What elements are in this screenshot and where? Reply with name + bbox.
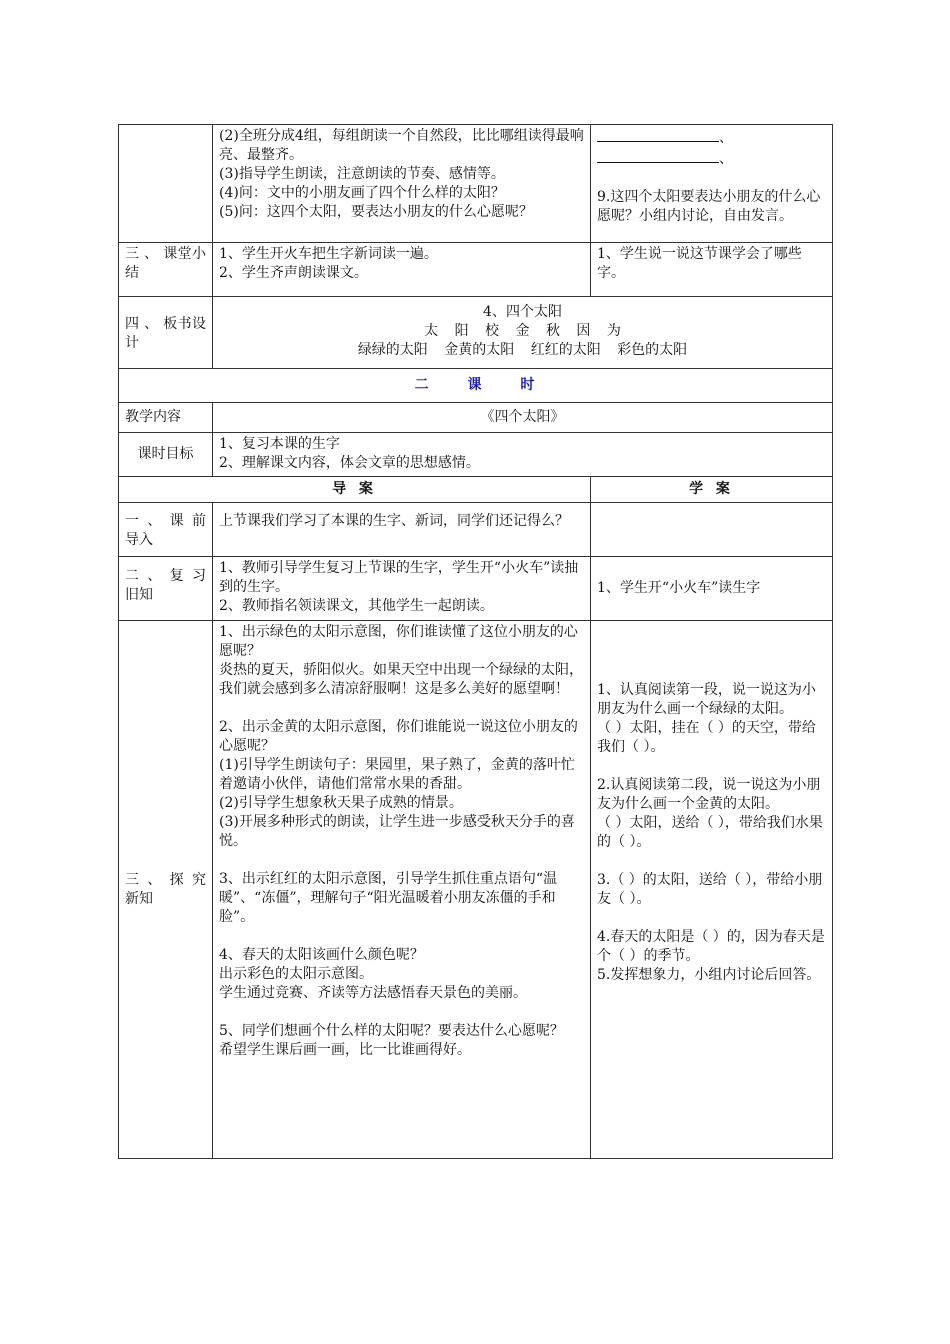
- explore-guide-line: 3、出示红红的太阳示意图，引导学生抓住重点语句“温暖”、“冻僵”，理解句子“阳光温暖着小朋友冻僵的手和脸”。: [219, 871, 558, 925]
- review-guide-cell: [213, 557, 591, 621]
- goal-cell: [213, 433, 833, 477]
- lesson-plan-page: [118, 124, 832, 1159]
- summary-label: 三 、 课堂小结: [119, 243, 213, 297]
- blank-line: [597, 127, 826, 148]
- review-guide-line: 1、教师引导学生复习上节课的生字，学生开“小火车”读抽到的生字。: [219, 560, 579, 595]
- explore-guide-line: (3)开展多种形式的朗读，让学生进一步感受秋天分手的喜悦。: [219, 814, 575, 849]
- explore-guide-cell: [213, 621, 591, 1159]
- explore-guide-line: 出示彩色的太阳示意图。: [219, 966, 373, 982]
- explore-study-line: （ ）太阳，挂在（ ）的天空，带给我们（ ）。: [597, 720, 816, 755]
- guide-line: (4)问：文中的小朋友画了四个什么样的太阳？: [219, 185, 505, 201]
- continuation-study-cell: [591, 125, 833, 243]
- explore-guide-line: 1、出示绿色的太阳示意图，你们谁读懂了这位小朋友的心愿呢？: [219, 624, 578, 659]
- explore-guide-line: 学生通过竞赛、齐读等方法感悟春天景色的美丽。: [219, 985, 527, 1001]
- explore-guide-line: 5、同学们想画个什么样的太阳呢？要表达什么心愿呢？: [219, 1023, 564, 1039]
- review-guide-line: 2、教师指名领读课文，其他学生一起朗读。: [219, 598, 494, 614]
- summary-guide-line: 2、学生齐声朗读课文。: [219, 265, 368, 281]
- study-question-9: 9.这四个太阳要表达小朋友的什么心愿呢？小组内讨论，自由发言。: [597, 189, 821, 224]
- review-study-cell: 1、学生开“小火车”读生字: [591, 557, 833, 621]
- summary-study-cell: 1、学生说一说这节课学会了哪些字。: [591, 243, 833, 297]
- board-title: 4、四个太阳: [483, 304, 562, 320]
- goal-line: 1、复习本课的生字: [219, 436, 340, 452]
- explore-guide-line: 2、出示金黄的太阳示意图，你们谁能说一说这位小朋友的心愿呢？: [219, 719, 578, 754]
- board-suns: 绿绿的太阳 金黄的太阳 红红的太阳 彩色的太阳: [357, 342, 688, 358]
- blank-line: [597, 148, 826, 169]
- explore-study-line: 2.认真阅读第二段，说一说这为小朋友为什么画一个金黄的太阳。: [597, 777, 821, 812]
- lesson-plan-table: [118, 124, 833, 1159]
- lesson2-title-row: [119, 369, 833, 403]
- explore-row: [119, 621, 833, 1159]
- explore-label: 三 、 探 究新知: [119, 621, 213, 1159]
- explore-study-line: 3.（ ）的太阳，送给（ ），带给小朋友（ ）。: [597, 872, 823, 907]
- guide-line: (3)指导学生朗读，注意朗读的节奏、感情等。: [219, 166, 505, 182]
- board-row: [119, 297, 833, 369]
- explore-guide-line: (2)引导学生想象秋天果子成熟的情景。: [219, 795, 463, 811]
- explore-study-line: 5.发挥想象力，小组内讨论后回答。: [597, 967, 821, 983]
- explore-study-cell: [591, 621, 833, 1159]
- review-row: [119, 557, 833, 621]
- board-label: 四 、 板书设计: [119, 297, 213, 369]
- explore-guide-line: 炎热的夏天，骄阳似火。如果天空中出现一个绿绿的太阳，我们就会感到多么清凉舒服啊！这是多么美好的愿望啊！: [219, 662, 583, 697]
- explore-study-line: （ ）太阳，送给（ ），带给我们水果的（ ）。: [597, 815, 823, 850]
- blank-separator: 、: [719, 151, 733, 167]
- guide-line: (5)问：这四个太阳，要表达小朋友的什么心愿呢？: [219, 204, 533, 220]
- goal-label: 课时目标: [119, 433, 213, 477]
- explore-guide-line: 4、春天的太阳该画什么颜色呢？: [219, 947, 424, 963]
- content-label: 教学内容: [119, 403, 213, 433]
- answer-blank: [597, 148, 719, 163]
- continuation-label-cell: [119, 125, 213, 243]
- content-value: 《四个太阳》: [213, 403, 833, 433]
- summary-row: [119, 243, 833, 297]
- blank-separator: 、: [719, 130, 733, 146]
- guide-header: 导 案: [119, 477, 591, 503]
- header-row: [119, 477, 833, 503]
- intro-row: [119, 503, 833, 557]
- study-header: 学 案: [591, 477, 833, 503]
- goal-line: 2、理解课文内容，体会文章的思想感情。: [219, 455, 480, 471]
- lesson2-title: 二 课 时: [119, 369, 833, 403]
- explore-guide-line: (1)引导学生朗读句子：果园里，果子熟了，金黄的落叶忙着邀请小伙伴，请他们常常水果的香甜。: [219, 757, 575, 792]
- intro-label: 一 、 课 前导入: [119, 503, 213, 557]
- guide-line: (2)全班分成4组，每组朗读一个自然段，比比哪组读得最响亮、最整齐。: [219, 128, 584, 163]
- answer-blank: [597, 127, 719, 142]
- summary-guide-cell: [213, 243, 591, 297]
- board-chars: 太 阳 校 金 秋 因 为: [424, 323, 621, 339]
- goal-row: [119, 433, 833, 477]
- review-label: 二 、 复 习旧知: [119, 557, 213, 621]
- explore-study-line: 1、认真阅读第一段，说一说这为小朋友为什么画一个绿绿的太阳。: [597, 682, 816, 717]
- explore-study-line: 4.春天的太阳是（ ）的，因为春天是个（ ）的季节。: [597, 929, 825, 964]
- board-content-cell: [213, 297, 833, 369]
- content-row: [119, 403, 833, 433]
- explore-guide-line: 希望学生课后画一画，比一比谁画得好。: [219, 1042, 471, 1058]
- intro-study-cell: [591, 503, 833, 557]
- intro-guide-cell: 上节课我们学习了本课的生字、新词，同学们还记得么？: [213, 503, 591, 557]
- continuation-row: [119, 125, 833, 243]
- continuation-guide-cell: [213, 125, 591, 243]
- summary-guide-line: 1、学生开火车把生字新词读一遍。: [219, 246, 438, 262]
